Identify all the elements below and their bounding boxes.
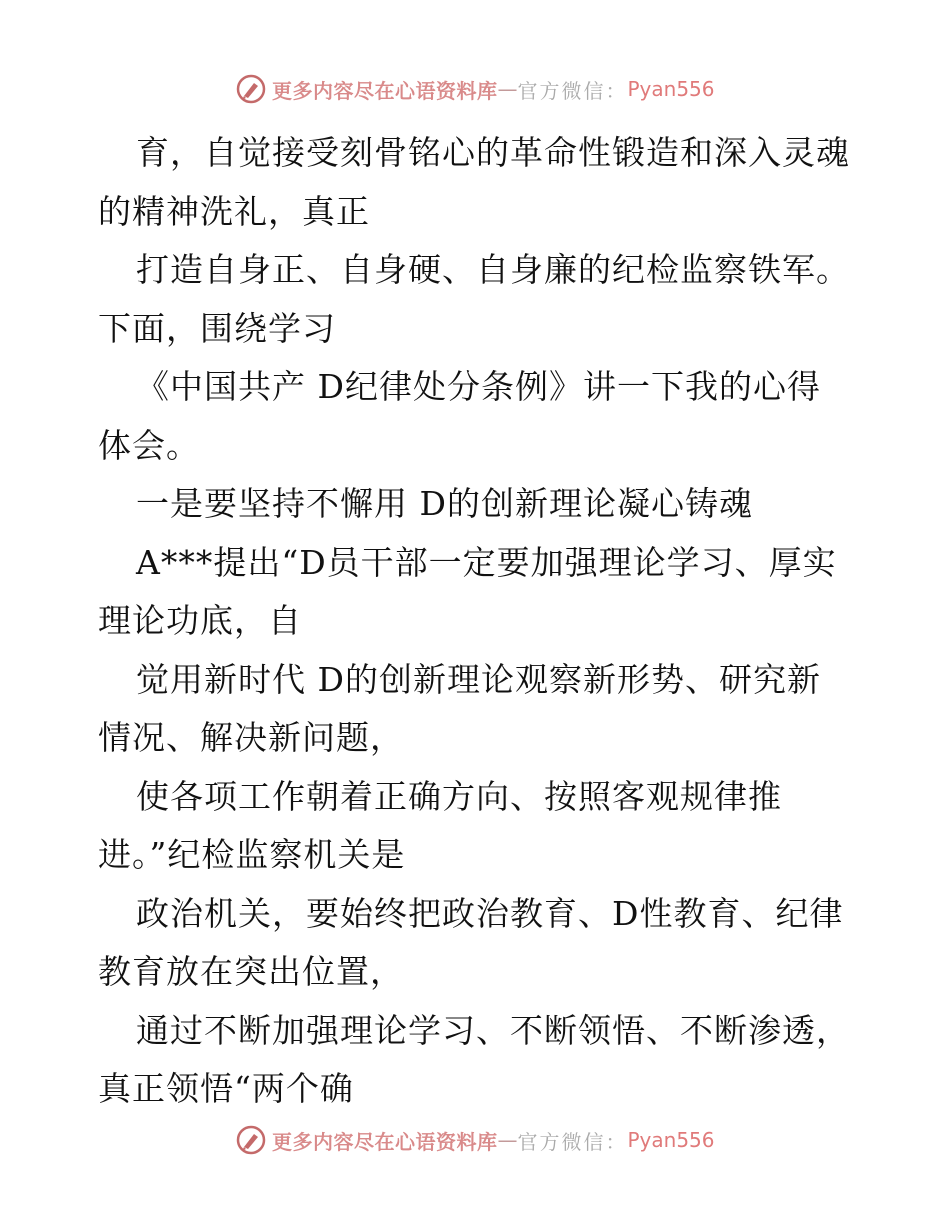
text-line: 情况、解决新问题，: [98, 718, 404, 757]
text-line: 育，自觉接受刻骨铭心的革命性锻造和深入灵魂: [136, 133, 850, 172]
text-line: A***提出“D员干部一定要加强理论学习、厚实: [136, 542, 837, 582]
fountain-pen-logo-icon: [236, 74, 266, 104]
watermark-main-text: 更多内容尽在心语资料库: [272, 1129, 498, 1154]
watermark-label: 官方微信：: [517, 1129, 628, 1154]
text-line: 理论功底，自: [98, 601, 302, 640]
text-line: 政治机关，要始终把政治教育、D性教育、纪律: [136, 893, 844, 933]
text-line: 通过不断加强理论学习、不断领悟、不断渗透，: [136, 1010, 850, 1050]
body-text: [98, 124, 868, 1119]
fountain-pen-logo-icon: [236, 1125, 266, 1155]
footer-watermark: [236, 1124, 715, 1156]
text-line: 下面，围绕学习: [98, 308, 336, 348]
text-line: 打造自身正、自身硬、自身廉的纪检监察铁军。: [136, 250, 850, 289]
text-line: 进。”纪检监察机关是: [98, 835, 406, 874]
watermark-separator: —: [497, 1128, 518, 1152]
text-line: 教育放在突出位置，: [98, 952, 404, 991]
watermark-wechat-id: Pyan556: [627, 77, 715, 101]
text-line: 体会。: [98, 425, 200, 465]
watermark-separator: —: [497, 77, 518, 101]
text-line: 使各项工作朝着正确方向、按照客观规律推: [136, 776, 782, 816]
text-line: 觉用新时代 D的创新理论观察新形势、研究新: [136, 659, 821, 699]
text-line: 的精神洗礼，真正: [98, 191, 370, 231]
text-line: 真正领悟“两个确: [98, 1069, 354, 1108]
text-line: 《中国共产 D纪律处分条例》讲一下我的心得: [136, 367, 821, 406]
section-heading: 一是要坚持不懈用 D的创新理论凝心铸魂: [136, 484, 753, 523]
header-watermark: [236, 73, 715, 105]
watermark-wechat-id: Pyan556: [627, 1128, 715, 1152]
watermark-label: 官方微信：: [517, 78, 628, 103]
watermark-main-text: 更多内容尽在心语资料库: [272, 78, 498, 103]
